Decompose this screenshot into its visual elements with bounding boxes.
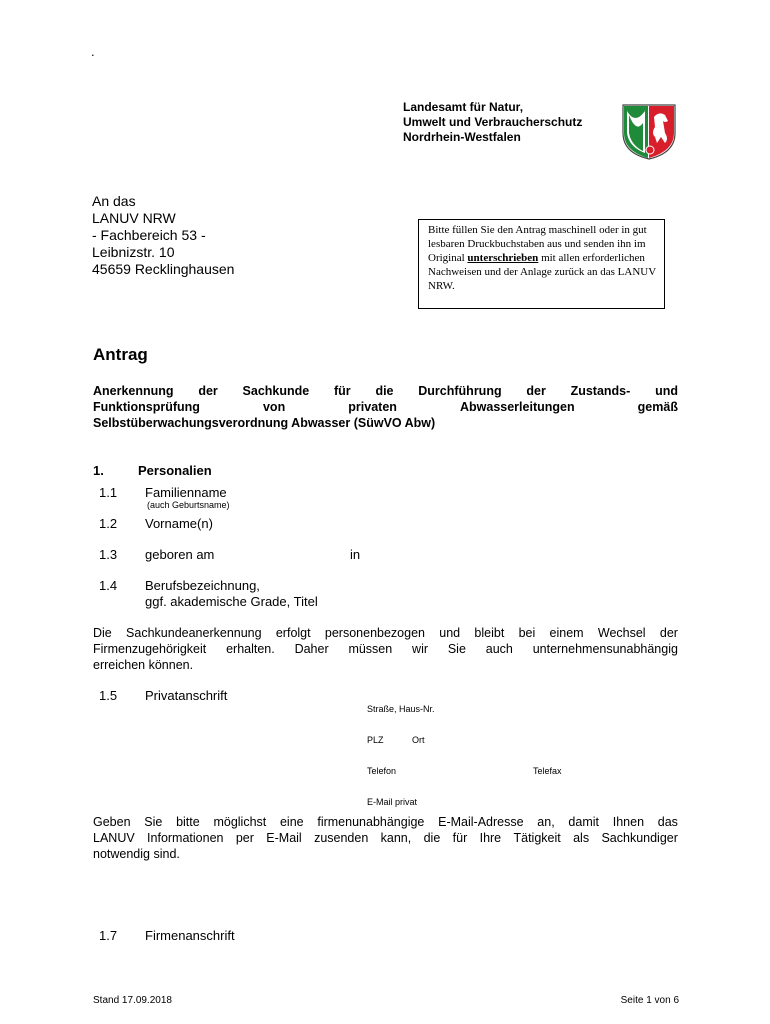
document-subtitle <box>93 383 678 431</box>
word: Zustands- <box>570 384 631 398</box>
word: Abwasserleitungen <box>459 400 575 414</box>
email-field-label: E-Mail privat <box>367 797 418 807</box>
word: unternehmensunabhängig <box>532 642 678 656</box>
word: E-Mail <box>266 831 302 845</box>
phone-field-label: Telefon <box>367 766 397 776</box>
family-name-label: Familienname <box>145 485 227 500</box>
word: firmenunabhängige <box>317 815 425 829</box>
word: wir <box>412 642 429 656</box>
paragraph-line <box>93 625 678 641</box>
word: und <box>655 384 678 398</box>
agency-name-line: Landesamt für Natur, <box>403 100 524 114</box>
first-name-label: Vorname(n) <box>145 516 213 531</box>
word: erfolgt <box>275 626 311 640</box>
word: Sachkundiger <box>601 831 678 845</box>
word: die <box>375 384 394 398</box>
word: E-Mail-Adresse <box>438 815 524 829</box>
notice-text: Bitte füllen Sie den Antrag maschinell oder in gut lesbaren Druckbuchstaben aus und senden ihn im Original <box>428 224 647 264</box>
paragraph-line: erreichen können. <box>93 658 194 672</box>
word: der <box>526 384 546 398</box>
subtitle-line <box>93 399 678 415</box>
word: bei <box>518 626 536 640</box>
document-title: Antrag <box>93 345 148 364</box>
word: der <box>198 384 218 398</box>
word: LANUV <box>93 831 135 845</box>
word: der <box>659 626 678 640</box>
street-field-label: Straße, Haus-Nr. <box>367 704 435 714</box>
word: privaten <box>348 400 397 414</box>
word: für <box>334 384 351 398</box>
word: von <box>262 400 286 414</box>
address-line: - Fachbereich 53 - <box>92 227 206 243</box>
word: Anerkennung <box>93 384 174 398</box>
item-number: 1.4 <box>99 578 118 593</box>
agency-name-line: Umwelt und Verbraucherschutz <box>403 115 583 129</box>
agency-name-line: Nordrhein-Westfalen <box>403 130 521 144</box>
word: erhalten. <box>226 642 275 656</box>
address-line: An das <box>92 193 136 209</box>
nrw-crest-logo <box>621 103 677 161</box>
notice-emphasis: unterschrieben <box>467 252 539 264</box>
word: Daher <box>294 642 329 656</box>
word: für <box>452 831 468 845</box>
item-number: 1.7 <box>99 928 118 943</box>
section-title: Personalien <box>138 463 212 478</box>
word: damit <box>568 815 599 829</box>
fax-field-label: Telefax <box>533 766 562 776</box>
page-mark: . <box>91 44 95 59</box>
address-line: LANUV NRW <box>92 210 176 226</box>
address-line: 45659 Recklinghausen <box>92 261 235 277</box>
instruction-notice-box <box>418 219 665 309</box>
word: möglichst <box>213 815 267 829</box>
footer-page-number: Seite 1 von 6 <box>620 995 679 1006</box>
info-paragraph-email <box>93 814 678 862</box>
notice-text: mit allen erforderlichen Nachweisen und der Anlage zurück an das LANUV NRW. <box>428 252 656 292</box>
recipient-address <box>92 193 234 278</box>
word: Funktionsprüfung <box>93 400 200 414</box>
birth-date-label: geboren am <box>145 547 215 562</box>
academic-title-label: ggf. akademische Grade, Titel <box>145 594 318 609</box>
postcode-field-label: PLZ <box>367 735 384 745</box>
word: Firmenzugehörigkeit <box>93 642 207 656</box>
word: die <box>423 831 441 845</box>
item-number: 1.5 <box>99 688 118 703</box>
word: als <box>573 831 590 845</box>
subtitle-line <box>93 383 678 399</box>
word: Informationen <box>147 831 224 845</box>
word: Durchführung <box>418 384 502 398</box>
word: Sie <box>447 642 466 656</box>
city-field-label: Ort <box>412 735 425 745</box>
item-number: 1.3 <box>99 547 118 562</box>
word: Sachkunde <box>242 384 310 398</box>
word: Wechsel <box>597 626 646 640</box>
word: Ihnen <box>612 815 645 829</box>
private-address-label: Privatanschrift <box>145 688 228 703</box>
paragraph-line <box>93 830 678 846</box>
footer-date: Stand 17.09.2018 <box>93 995 172 1006</box>
word: zusenden <box>314 831 369 845</box>
address-line: Leibnizstr. 10 <box>92 244 175 260</box>
info-paragraph-company <box>93 625 678 673</box>
word: müssen <box>348 642 393 656</box>
company-address-label: Firmenanschrift <box>145 928 235 943</box>
word: das <box>657 815 678 829</box>
word: Die <box>93 626 112 640</box>
paragraph-line <box>93 641 678 657</box>
word: Tätigkeit <box>513 831 561 845</box>
word: kann, <box>380 831 412 845</box>
profession-label: Berufsbezeichnung, <box>145 578 260 593</box>
word: Sachkundeanerkennung <box>126 626 262 640</box>
word: an, <box>537 815 555 829</box>
section-number: 1. <box>93 463 104 478</box>
word: einem <box>549 626 584 640</box>
paragraph-line <box>93 814 678 830</box>
word: Geben <box>93 815 131 829</box>
word: Ihre <box>479 831 502 845</box>
word: auch <box>485 642 513 656</box>
item-number: 1.1 <box>99 485 118 500</box>
word: gemäß <box>637 400 678 414</box>
subtitle-line: Selbstüberwachungsverordnung Abwasser (SüwVO Abw) <box>93 416 436 430</box>
agency-name <box>403 100 582 145</box>
word: per <box>235 831 254 845</box>
item-number: 1.2 <box>99 516 118 531</box>
word: personenbezogen <box>324 626 425 640</box>
birth-place-label: in <box>350 547 361 562</box>
word: bitte <box>176 815 200 829</box>
paragraph-line: notwendig sind. <box>93 847 180 861</box>
word: und <box>439 626 461 640</box>
word: bleibt <box>474 626 505 640</box>
family-name-note: (auch Geburtsname) <box>147 500 230 510</box>
word: eine <box>279 815 304 829</box>
word: Sie <box>144 815 163 829</box>
